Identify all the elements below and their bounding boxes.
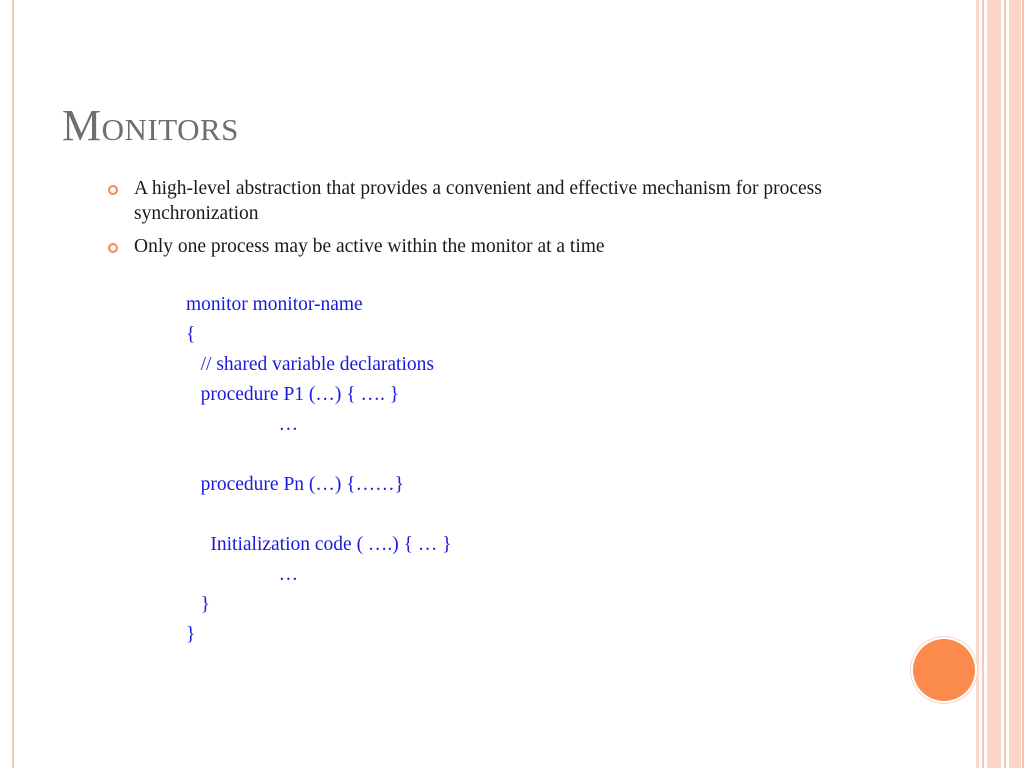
code-line: // shared variable declarations [186, 354, 434, 375]
stripe [1009, 0, 1021, 768]
left-border-line [12, 0, 14, 768]
stripe [982, 0, 984, 768]
code-line: { [186, 324, 196, 345]
code-line [186, 500, 452, 530]
code-line: procedure Pn (…) {……} [186, 474, 405, 495]
code-line [186, 440, 452, 470]
code-block [186, 290, 452, 650]
code-line: monitor monitor-name [186, 294, 363, 315]
code-line: } [186, 624, 196, 645]
bullet-circle-icon [108, 185, 118, 195]
code-line: … [186, 414, 299, 435]
bullet-item [108, 234, 848, 259]
bullet-text: Only one process may be active within the monitor at a time [134, 236, 605, 257]
code-line: } [186, 594, 210, 615]
bullet-circle-icon [108, 243, 118, 253]
bullet-item [108, 176, 848, 226]
code-line: Initialization code ( ….) { … } [186, 534, 452, 555]
stripe [987, 0, 1001, 768]
bullet-text: A high-level abstraction that provides a convenient and effective mechanism for process synchronization [134, 178, 822, 224]
decorative-orange-circle [913, 639, 975, 701]
code-line: procedure P1 (…) { …. } [186, 384, 400, 405]
right-decorative-stripes [976, 0, 1024, 768]
slide-title: Monitors [62, 101, 239, 150]
code-line: … [186, 564, 299, 585]
bullet-list [108, 176, 848, 267]
stripe [976, 0, 979, 768]
stripe [1004, 0, 1006, 768]
